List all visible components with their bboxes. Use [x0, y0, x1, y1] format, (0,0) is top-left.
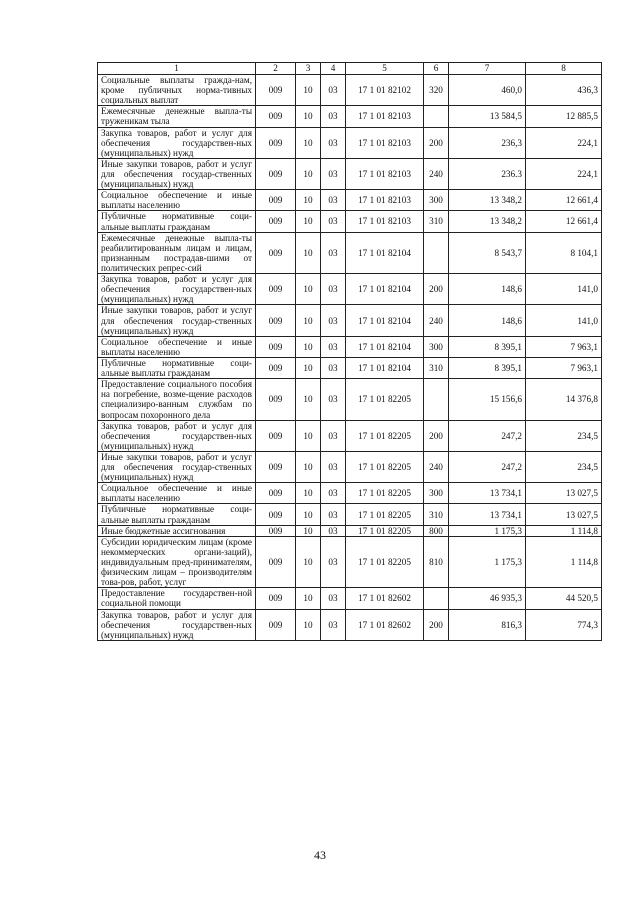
row-name: Публичные нормативные соци-альные выплаты гражданам: [98, 211, 256, 232]
amount-year-1: 148,6: [449, 305, 526, 336]
amount-year-1: 247,2: [449, 451, 526, 482]
amount-year-2: 13 027,5: [526, 504, 602, 525]
ministry-code: 009: [256, 483, 296, 504]
row-name: Иные закупки товаров, работ и услуг для обеспечения государ-ственных (муниципальных) нужд: [98, 451, 256, 482]
section-code: 10: [296, 357, 321, 378]
section-code: 10: [296, 211, 321, 232]
table-row: [98, 451, 602, 482]
expense-type-code: 310: [424, 211, 449, 232]
column-header-2: 2: [256, 63, 296, 75]
section-code: 10: [296, 232, 321, 273]
expense-type-code: 200: [424, 127, 449, 158]
subsection-code: 03: [321, 305, 346, 336]
table-row: [98, 274, 602, 305]
ministry-code: 009: [256, 609, 296, 640]
expense-type-code: 800: [424, 525, 449, 536]
amount-year-2: 12 661,4: [526, 190, 602, 211]
amount-year-2: 12 885,5: [526, 106, 602, 127]
target-article-code: 17 1 01 82102: [346, 75, 424, 106]
subsection-code: 03: [321, 274, 346, 305]
row-name: Предоставление государствен-ной социальной помощи: [98, 588, 256, 609]
section-code: 10: [296, 190, 321, 211]
amount-year-1: 46 935,3: [449, 588, 526, 609]
ministry-code: 009: [256, 357, 296, 378]
ministry-code: 009: [256, 190, 296, 211]
amount-year-1: 13 584,5: [449, 106, 526, 127]
amount-year-1: 1 175,3: [449, 536, 526, 588]
table-row: [98, 190, 602, 211]
amount-year-1: 15 156,6: [449, 379, 526, 420]
amount-year-1: 816,3: [449, 609, 526, 640]
ministry-code: 009: [256, 379, 296, 420]
ministry-code: 009: [256, 588, 296, 609]
subsection-code: 03: [321, 420, 346, 451]
row-name: Закупка товаров, работ и услуг для обеспечения государствен-ных (муниципальных) нужд: [98, 420, 256, 451]
section-code: 10: [296, 525, 321, 536]
ministry-code: 009: [256, 451, 296, 482]
amount-year-2: 224,1: [526, 127, 602, 158]
ministry-code: 009: [256, 274, 296, 305]
amount-year-1: 460,0: [449, 75, 526, 106]
table-row: [98, 357, 602, 378]
section-code: 10: [296, 274, 321, 305]
section-code: 10: [296, 106, 321, 127]
amount-year-1: 236.3: [449, 158, 526, 189]
row-name: Социальное обеспечение и иные выплаты населению: [98, 483, 256, 504]
column-header-6: 6: [424, 63, 449, 75]
subsection-code: 03: [321, 483, 346, 504]
ministry-code: 009: [256, 127, 296, 158]
table-row: [98, 106, 602, 127]
table-row: [98, 588, 602, 609]
subsection-code: 03: [321, 504, 346, 525]
section-code: 10: [296, 75, 321, 106]
row-name: Ежемесячные денежные выпла-ты реабилитированным лицам и лицам, признанным пострадав-шими от политических репрес-сий: [98, 232, 256, 273]
amount-year-1: 236,3: [449, 127, 526, 158]
section-code: 10: [296, 127, 321, 158]
ministry-code: 009: [256, 504, 296, 525]
row-name: Закупка товаров, работ и услуг для обеспечения государствен-ных (муниципальных) нужд: [98, 127, 256, 158]
amount-year-2: 774,3: [526, 609, 602, 640]
table-row: [98, 127, 602, 158]
target-article-code: 17 1 01 82602: [346, 588, 424, 609]
target-article-code: 17 1 01 82104: [346, 232, 424, 273]
ministry-code: 009: [256, 158, 296, 189]
target-article-code: 17 1 01 82103: [346, 211, 424, 232]
amount-year-2: 141,0: [526, 274, 602, 305]
amount-year-1: 247,2: [449, 420, 526, 451]
subsection-code: 03: [321, 106, 346, 127]
ministry-code: 009: [256, 232, 296, 273]
column-header-1: 1: [98, 63, 256, 75]
table-row: [98, 211, 602, 232]
section-code: 10: [296, 336, 321, 357]
expense-type-code: [424, 106, 449, 127]
table-row: [98, 305, 602, 336]
amount-year-2: 234,5: [526, 420, 602, 451]
amount-year-1: 8 543,7: [449, 232, 526, 273]
target-article-code: 17 1 01 82205: [346, 504, 424, 525]
subsection-code: 03: [321, 609, 346, 640]
section-code: 10: [296, 158, 321, 189]
target-article-code: 17 1 01 82103: [346, 106, 424, 127]
row-name: Ежемесячные денежные выпла-ты труженикам тыла: [98, 106, 256, 127]
target-article-code: 17 1 01 82205: [346, 536, 424, 588]
subsection-code: 03: [321, 211, 346, 232]
target-article-code: 17 1 01 82103: [346, 158, 424, 189]
amount-year-2: 7 963,1: [526, 336, 602, 357]
page-number: 43: [314, 848, 326, 862]
row-name: Социальное обеспечение и иные выплаты населению: [98, 336, 256, 357]
target-article-code: 17 1 01 82205: [346, 379, 424, 420]
expense-type-code: 200: [424, 609, 449, 640]
row-name: Публичные нормативные соци-альные выплаты гражданам: [98, 357, 256, 378]
target-article-code: 17 1 01 82104: [346, 305, 424, 336]
subsection-code: 03: [321, 158, 346, 189]
amount-year-2: 14 376,8: [526, 379, 602, 420]
row-name: Социальное обеспечение и иные выплаты населению: [98, 190, 256, 211]
amount-year-1: 148,6: [449, 274, 526, 305]
expense-type-code: 300: [424, 483, 449, 504]
table-row: [98, 232, 602, 273]
subsection-code: 03: [321, 379, 346, 420]
table-row: [98, 336, 602, 357]
target-article-code: 17 1 01 82205: [346, 420, 424, 451]
table-row: [98, 609, 602, 640]
row-name: Субсидии юридическим лицам (кроме некоммерческих органи-заций), индивидуальным пред-принимателям, физическим лицам – производителям това-ров, работ, услуг: [98, 536, 256, 588]
row-name: Закупка товаров, работ и услуг для обеспечения государствен-ных (муниципальных) нужд: [98, 609, 256, 640]
row-name: Публичные нормативные соци-альные выплаты гражданам: [98, 504, 256, 525]
expense-type-code: 240: [424, 305, 449, 336]
budget-table: [97, 62, 602, 641]
amount-year-2: 436,3: [526, 75, 602, 106]
target-article-code: 17 1 01 82205: [346, 451, 424, 482]
column-header-5: 5: [346, 63, 424, 75]
target-article-code: 17 1 01 82104: [346, 274, 424, 305]
amount-year-2: 224,1: [526, 158, 602, 189]
column-header-8: 8: [526, 63, 602, 75]
section-code: 10: [296, 379, 321, 420]
expense-type-code: 310: [424, 504, 449, 525]
amount-year-2: 12 661,4: [526, 211, 602, 232]
subsection-code: 03: [321, 536, 346, 588]
expense-type-code: 300: [424, 190, 449, 211]
ministry-code: 009: [256, 106, 296, 127]
target-article-code: 17 1 01 82104: [346, 357, 424, 378]
row-name: Социальные выплаты гражда-нам, кроме публичных норма-тивных социальных выплат: [98, 75, 256, 106]
amount-year-2: 8 104,1: [526, 232, 602, 273]
section-code: 10: [296, 504, 321, 525]
column-header-4: 4: [321, 63, 346, 75]
subsection-code: 03: [321, 451, 346, 482]
header-row: [98, 63, 602, 75]
section-code: 10: [296, 420, 321, 451]
subsection-code: 03: [321, 336, 346, 357]
table-body: [98, 63, 602, 641]
row-name: Предоставление социального пособия на погребение, возме-щение расходов специализиро-ванным службам по вопросам похоронного дела: [98, 379, 256, 420]
section-code: 10: [296, 536, 321, 588]
expense-type-code: 240: [424, 451, 449, 482]
amount-year-1: 13 734,1: [449, 504, 526, 525]
expense-type-code: 320: [424, 75, 449, 106]
expense-type-code: 310: [424, 357, 449, 378]
subsection-code: 03: [321, 525, 346, 536]
table-row: [98, 158, 602, 189]
subsection-code: 03: [321, 232, 346, 273]
subsection-code: 03: [321, 588, 346, 609]
table-row: [98, 504, 602, 525]
column-header-7: 7: [449, 63, 526, 75]
table-row: [98, 536, 602, 588]
target-article-code: 17 1 01 82602: [346, 609, 424, 640]
amount-year-2: 1 114,8: [526, 525, 602, 536]
table-row: [98, 420, 602, 451]
target-article-code: 17 1 01 82103: [346, 190, 424, 211]
subsection-code: 03: [321, 190, 346, 211]
amount-year-1: 8 395,1: [449, 357, 526, 378]
amount-year-2: 13 027,5: [526, 483, 602, 504]
amount-year-1: 13 348,2: [449, 190, 526, 211]
target-article-code: 17 1 01 82103: [346, 127, 424, 158]
target-article-code: 17 1 01 82104: [346, 336, 424, 357]
ministry-code: 009: [256, 336, 296, 357]
target-article-code: 17 1 01 82205: [346, 525, 424, 536]
ministry-code: 009: [256, 525, 296, 536]
amount-year-2: 44 520,5: [526, 588, 602, 609]
expense-type-code: [424, 379, 449, 420]
expense-type-code: 810: [424, 536, 449, 588]
amount-year-2: 1 114,8: [526, 536, 602, 588]
amount-year-2: 141,0: [526, 305, 602, 336]
column-header-3: 3: [296, 63, 321, 75]
subsection-code: 03: [321, 127, 346, 158]
section-code: 10: [296, 588, 321, 609]
subsection-code: 03: [321, 357, 346, 378]
amount-year-2: 234,5: [526, 451, 602, 482]
expense-type-code: [424, 588, 449, 609]
expense-type-code: [424, 232, 449, 273]
table-row: [98, 379, 602, 420]
amount-year-2: 7 963,1: [526, 357, 602, 378]
section-code: 10: [296, 483, 321, 504]
section-code: 10: [296, 609, 321, 640]
ministry-code: 009: [256, 211, 296, 232]
ministry-code: 009: [256, 420, 296, 451]
row-name: Иные бюджетные ассигнования: [98, 525, 256, 536]
table-row: [98, 525, 602, 536]
target-article-code: 17 1 01 82205: [346, 483, 424, 504]
amount-year-1: 13 348,2: [449, 211, 526, 232]
row-name: Иные закупки товаров, работ и услуг для обеспечения государ-ственных (муниципальных) нужд: [98, 158, 256, 189]
section-code: 10: [296, 305, 321, 336]
table-row: [98, 483, 602, 504]
expense-type-code: 200: [424, 420, 449, 451]
ministry-code: 009: [256, 75, 296, 106]
amount-year-1: 1 175,3: [449, 525, 526, 536]
expense-type-code: 240: [424, 158, 449, 189]
ministry-code: 009: [256, 305, 296, 336]
amount-year-1: 13 734,1: [449, 483, 526, 504]
expense-type-code: 300: [424, 336, 449, 357]
row-name: Иные закупки товаров, работ и услуг для обеспечения государ-ственных (муниципальных) нужд: [98, 305, 256, 336]
ministry-code: 009: [256, 536, 296, 588]
row-name: Закупка товаров, работ и услуг для обеспечения государствен-ных (муниципальных) нужд: [98, 274, 256, 305]
section-code: 10: [296, 451, 321, 482]
table-row: [98, 75, 602, 106]
subsection-code: 03: [321, 75, 346, 106]
expense-type-code: 200: [424, 274, 449, 305]
amount-year-1: 8 395,1: [449, 336, 526, 357]
